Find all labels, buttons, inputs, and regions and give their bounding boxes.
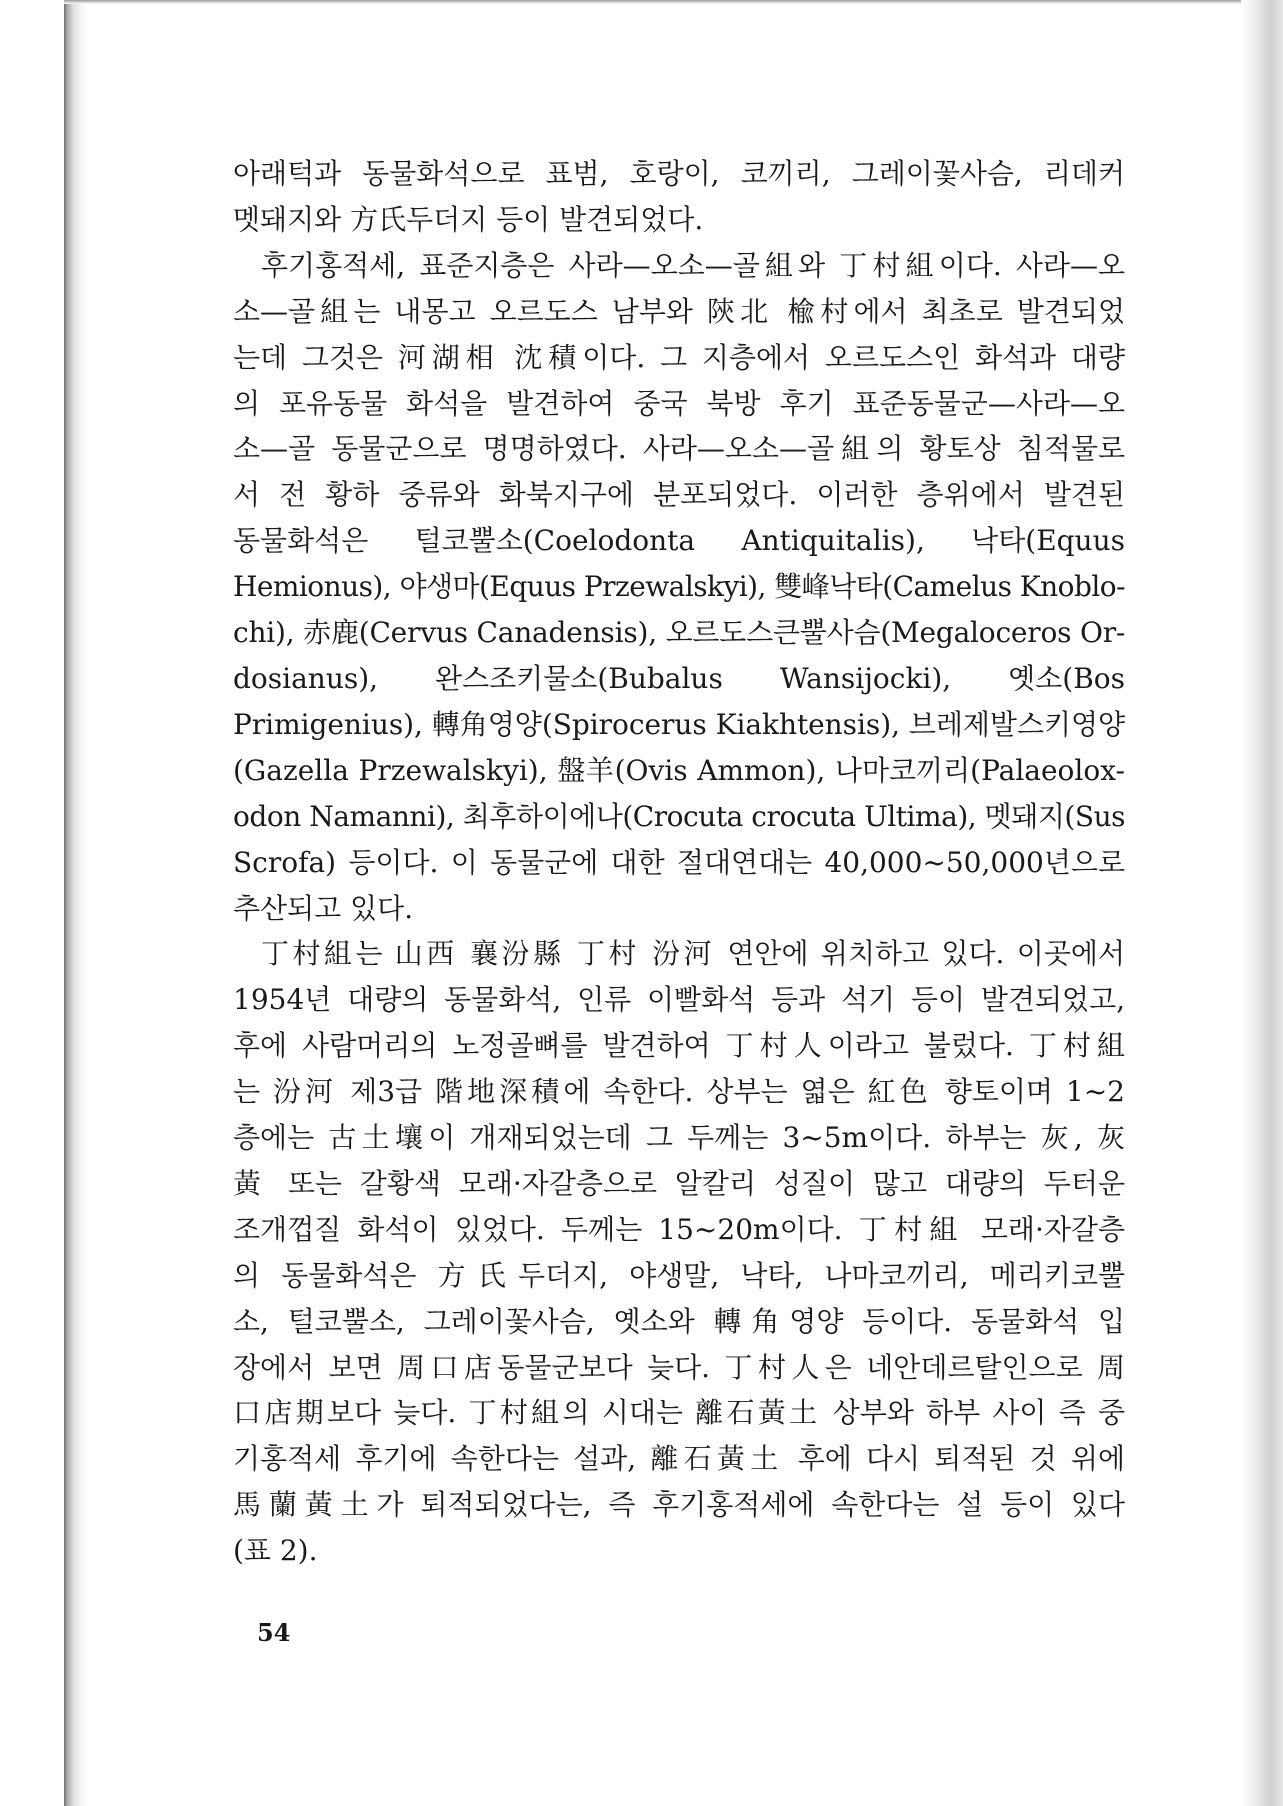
text-line: 후에 사람머리의 노정골뼈를 발견하여 丁村人이라고 불렀다. 丁村組 [233, 1029, 1125, 1063]
page-top-edge [64, 0, 1241, 4]
text-line: 는데 그것은 河湖相 沈積이다. 그 지층에서 오르도스인 화석과 대량 [233, 340, 1125, 374]
text-line: 장에서 보면 周口店동물군보다 늦다. 丁村人은 네안데르탈인으로 周 [233, 1350, 1125, 1384]
text-line: 의 동물화석은 方氏두더지, 야생말, 낙타, 나마코끼리, 메리키코뿔 [233, 1258, 1125, 1292]
text-line: 소—골 동물군으로 명명하였다. 사라—오소—골組의 황토상 침적물로 [233, 432, 1125, 466]
text-line: Primigenius), 轉角영양(Spirocerus Kiakhtensis), 브레제발스키영양 [233, 707, 1125, 741]
text-line: 馬蘭黃土가 퇴적되었다는, 즉 후기홍적세에 속한다는 설 등이 있다 [233, 1488, 1125, 1522]
text-line: 조개껍질 화석이 있었다. 두께는 15~20m이다. 丁村組 모래·자갈층 [233, 1212, 1125, 1246]
text-line: 아래턱과 동물화석으로 표범, 호랑이, 코끼리, 그레이꽃사슴, 리데커 [233, 157, 1125, 190]
text-line: 동물화석은 털코뿔소(Coelodonta Antiquitalis), 낙타(Equus [233, 524, 1125, 558]
text-line: 黃 또는 갈황색 모래·자갈층으로 알칼리 성질이 많고 대량의 두터운 [233, 1166, 1125, 1200]
text-line: dosianus), 완스조키물소(Bubalus Wansijocki), 옛소(Bos [233, 661, 1125, 695]
paragraph-2 [233, 243, 1125, 932]
text-line: 口店期보다 늦다. 丁村組의 시대는 離石黃土 상부와 하부 사이 즉 중 [233, 1396, 1125, 1430]
text-line: Scrofa) 등이다. 이 동물군에 대한 절대연대는 40,000~50,000년으로 [233, 845, 1125, 879]
page-right-edge [1241, 0, 1283, 1806]
text-line: 의 포유동물 화석을 발견하여 중국 북방 후기 표준동물군—사라—오 [233, 386, 1125, 420]
text-line: odon Namanni), 최후하이에나(Crocuta crocuta Ultima), 멧돼지(Sus [233, 799, 1126, 833]
body-text [233, 151, 1125, 1574]
text-line: 丁村組는 山西 襄汾縣 丁村 汾河 연안에 위치하고 있다. 이곳에서 [261, 937, 1125, 971]
text-line: Hemionus), 야생마(Equus Przewalskyi), 雙峰낙타(Camelus Knoblo- [233, 570, 1125, 604]
text-line: 는 汾河 제3급 階地深積에 속한다. 상부는 엷은 紅色 향토이며 1~2 [233, 1075, 1125, 1109]
paragraph-3 [233, 931, 1125, 1574]
text-line: 1954년 대량의 동물화석, 인류 이빨화석 등과 석기 등이 발견되었고, [233, 983, 1125, 1017]
text-line: 후기홍적세, 표준지층은 사라—오소—골組와 丁村組이다. 사라—오 [261, 248, 1125, 282]
text-line: 멧돼지와 方氏두더지 등이 발견되었다. [233, 202, 704, 236]
text-line: 서 전 황하 중류와 화북지구에 분포되었다. 이러한 층위에서 발견된 [233, 478, 1125, 512]
paragraph-1 [233, 151, 1125, 243]
text-line: 기홍적세 후기에 속한다는 설과, 離石黃土 후에 다시 퇴적된 것 위에 [233, 1442, 1125, 1476]
text-line: 소, 털코뿔소, 그레이꽃사슴, 옛소와 轉角영양 등이다. 동물화석 입 [233, 1304, 1125, 1338]
book-spine-shadow [64, 0, 90, 1806]
text-line: chi), 赤鹿(Cervus Canadensis), 오르도스큰뿔사슴(Megaloceros Or- [233, 616, 1126, 650]
text-line: (Gazella Przewalskyi), 盤羊(Ovis Ammon), 나마코끼리(Palaeolox- [233, 753, 1125, 787]
text-line: 층에는 古土壤이 개재되었는데 그 두께는 3~5m이다. 하부는 灰, 灰 [233, 1121, 1125, 1155]
page-number: 54 [257, 1618, 291, 1647]
text-line: 추산되고 있다. [233, 891, 414, 925]
text-line: (표 2). [233, 1534, 318, 1568]
text-line: 소—골組는 내몽고 오르도스 남부와 陝北 楡村에서 최초로 발견되었 [233, 294, 1125, 328]
